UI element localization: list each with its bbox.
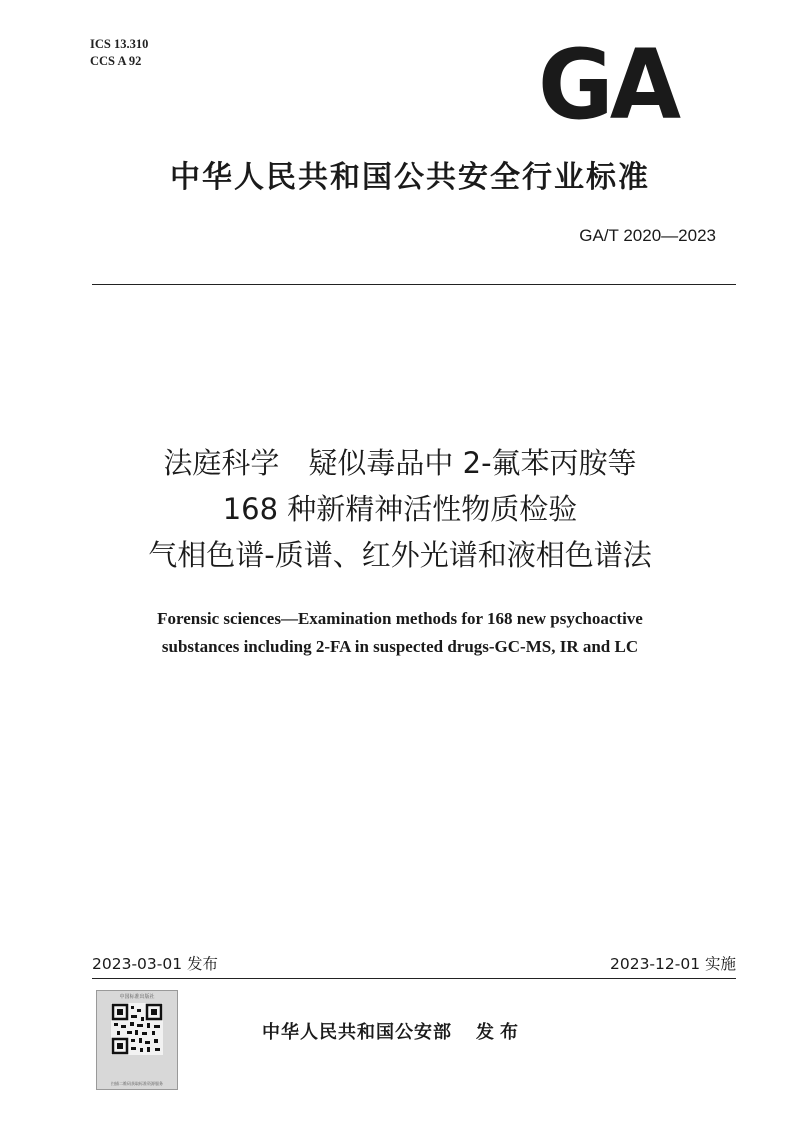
standard-number: GA/T 2020—2023 [579,226,716,245]
classification-codes [90,36,148,70]
english-title [60,605,740,661]
qr-caption-top: 中国标准出版社 [119,994,155,1000]
issue-date: 2023-03-01 发布 [92,955,219,973]
chinese-title-line-3: 气相色谱-质谱、红外光谱和液相色谱法 [148,538,652,572]
implement-date: 2023-12-01 实施 [609,955,736,973]
publisher-action: 发布 [476,1022,524,1043]
chinese-title-line-2: 168 种新精神活性物质检验 [222,492,578,526]
standard-type-heading: 中华人民共和国公共安全行业标准 [170,160,650,195]
ccs-code: CCS A 92 [90,54,142,68]
qr-caption-bottom: 扫描二维码获取标准资源服务 [111,1081,163,1086]
publisher-name: 中华人民共和国公安部 [262,1022,452,1043]
qr-code-icon [111,1003,163,1055]
english-title-line-2: substances including 2-FA in suspected drugs-GC-MS, IR and LC [161,637,639,656]
publisher [262,1018,524,1044]
qr-code-sticker[interactable] [96,990,178,1090]
chinese-title [60,440,740,578]
footer-divider [92,978,736,979]
chinese-title-line-1: 法庭科学 疑似毒品中 2-氟苯丙胺等 [163,446,637,480]
ics-code: ICS 13.310 [90,37,149,51]
ga-logo: GA [538,29,678,141]
english-title-line-1: Forensic sciences—Examination methods for 168 new psychoactive [157,609,643,628]
header-divider [92,284,736,285]
